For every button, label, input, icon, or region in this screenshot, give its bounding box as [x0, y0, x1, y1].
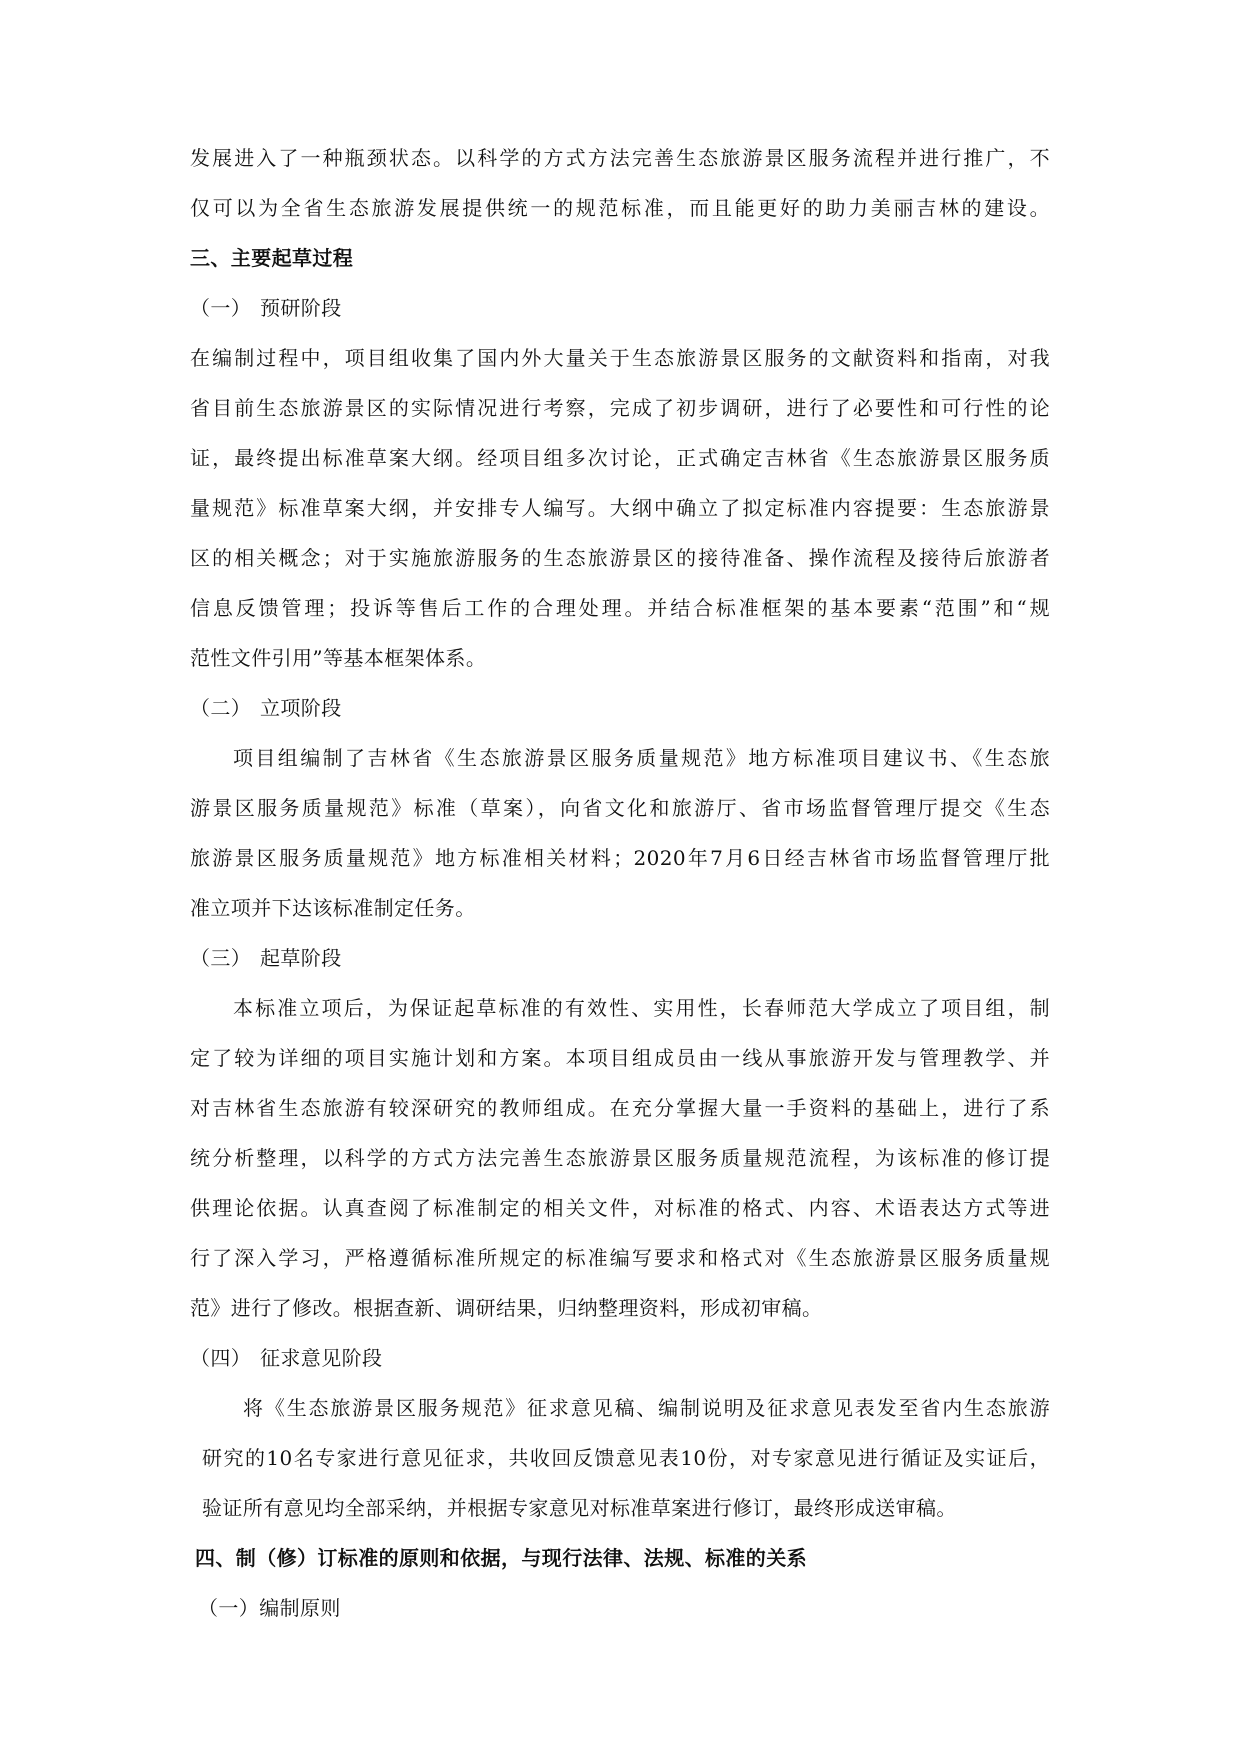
- sub3-line-6: 行了深入学习，严格遵循标准所规定的标准编写要求和格式对《生态旅游景区服务质量规: [190, 1246, 1050, 1270]
- sub1-line-5: 区的相关概念；对于实施旅游服务的生态旅游景区的接待准备、操作流程及接待后旅游者: [190, 546, 1050, 570]
- subsection-3-heading: [190, 943, 342, 973]
- sub1-line-2: 省目前生态旅游景区的实际情况进行考察，完成了初步调研，进行了必要性和可行性的论: [190, 396, 1050, 420]
- subsection-4-title: 征求意见阶段: [260, 1346, 383, 1370]
- section-4-heading: 四、制（修）订标准的原则和依据，与现行法律、法规、标准的关系: [195, 1546, 807, 1570]
- sub3-line-4: 统分析整理，以科学的方式方法完善生态旅游景区服务质量规范流程，为该标准的修订提: [190, 1146, 1050, 1170]
- sub1-line-3: 证，最终提出标准草案大纲。经项目组多次讨论，正式确定吉林省《生态旅游景区服务质: [190, 446, 1050, 470]
- sub3-line-7: 范》进行了修改。根据查新、调研结果，归纳整理资料，形成初审稿。: [190, 1296, 823, 1320]
- sub1-line-6: 信息反馈管理；投诉等售后工作的合理处理。并结合标准框架的基本要素“范围”和“规: [190, 596, 1050, 620]
- sub3-line-2: 定了较为详细的项目实施计划和方案。本项目组成员由一线从事旅游开发与管理教学、并: [190, 1046, 1050, 1070]
- subsection-4-number: （四）: [190, 1346, 252, 1370]
- subsection-3-title: 起草阶段: [260, 946, 342, 970]
- sub4-line-3: 验证所有意见均全部采纳，并根据专家意见对标准草案进行修订，最终形成送审稿。: [202, 1496, 957, 1520]
- subsection-2-heading: [190, 693, 342, 723]
- intro-line-2: 仅可以为全省生态旅游发展提供统一的规范标准，而且能更好的助力美丽吉林的建设。: [190, 196, 1050, 220]
- sub1-line-1: 在编制过程中，项目组收集了国内外大量关于生态旅游景区服务的文献资料和指南，对我: [190, 346, 1050, 370]
- sub1-line-7: 范性文件引用”等基本框架体系。: [190, 646, 487, 670]
- sub4-line-2: 研究的10名专家进行意见征求，共收回反馈意见表10份，对专家意见进行循证及实证后，: [202, 1446, 1050, 1470]
- sub3-line-5: 供理论依据。认真查阅了标准制定的相关文件，对标准的格式、内容、术语表达方式等进: [190, 1196, 1050, 1220]
- sub3-line-1: 本标准立项后，为保证起草标准的有效性、实用性，长春师范大学成立了项目组，制: [233, 996, 1050, 1020]
- sub3-line-3: 对吉林省生态旅游有较深研究的教师组成。在充分掌握大量一手资料的基础上，进行了系: [190, 1096, 1050, 1120]
- sub2-line-1: 项目组编制了吉林省《生态旅游景区服务质量规范》地方标准项目建议书、《生态旅: [233, 746, 1050, 770]
- subsection-2-number: （二）: [190, 696, 252, 720]
- section-3-heading: 三、主要起草过程: [190, 246, 354, 270]
- intro-line-1: 发展进入了一种瓶颈状态。以科学的方式方法完善生态旅游景区服务流程并进行推广，不: [190, 146, 1050, 170]
- subsection-4-heading: [190, 1343, 382, 1373]
- subsection-1-number: （一）: [190, 296, 252, 320]
- sub4-line-1: 将《生态旅游景区服务规范》征求意见稿、编制说明及征求意见表发至省内生态旅游: [243, 1396, 1050, 1420]
- sub2-line-3: 旅游景区服务质量规范》地方标准相关材料；2020年7月6日经吉林省市场监督管理厅批: [190, 846, 1050, 870]
- subsection-3-number: （三）: [190, 946, 252, 970]
- subsection-1-title: 预研阶段: [260, 296, 342, 320]
- section-4-subsection-1-heading: （一）编制原则: [198, 1596, 341, 1620]
- sub2-line-4: 准立项并下达该标准制定任务。: [190, 896, 476, 920]
- subsection-2-title: 立项阶段: [260, 696, 342, 720]
- sub2-line-2: 游景区服务质量规范》标准（草案），向省文化和旅游厅、省市场监督管理厅提交《生态: [190, 796, 1050, 820]
- subsection-1-heading: [190, 293, 342, 323]
- sub1-line-4: 量规范》标准草案大纲，并安排专人编写。大纲中确立了拟定标准内容提要：生态旅游景: [190, 496, 1050, 520]
